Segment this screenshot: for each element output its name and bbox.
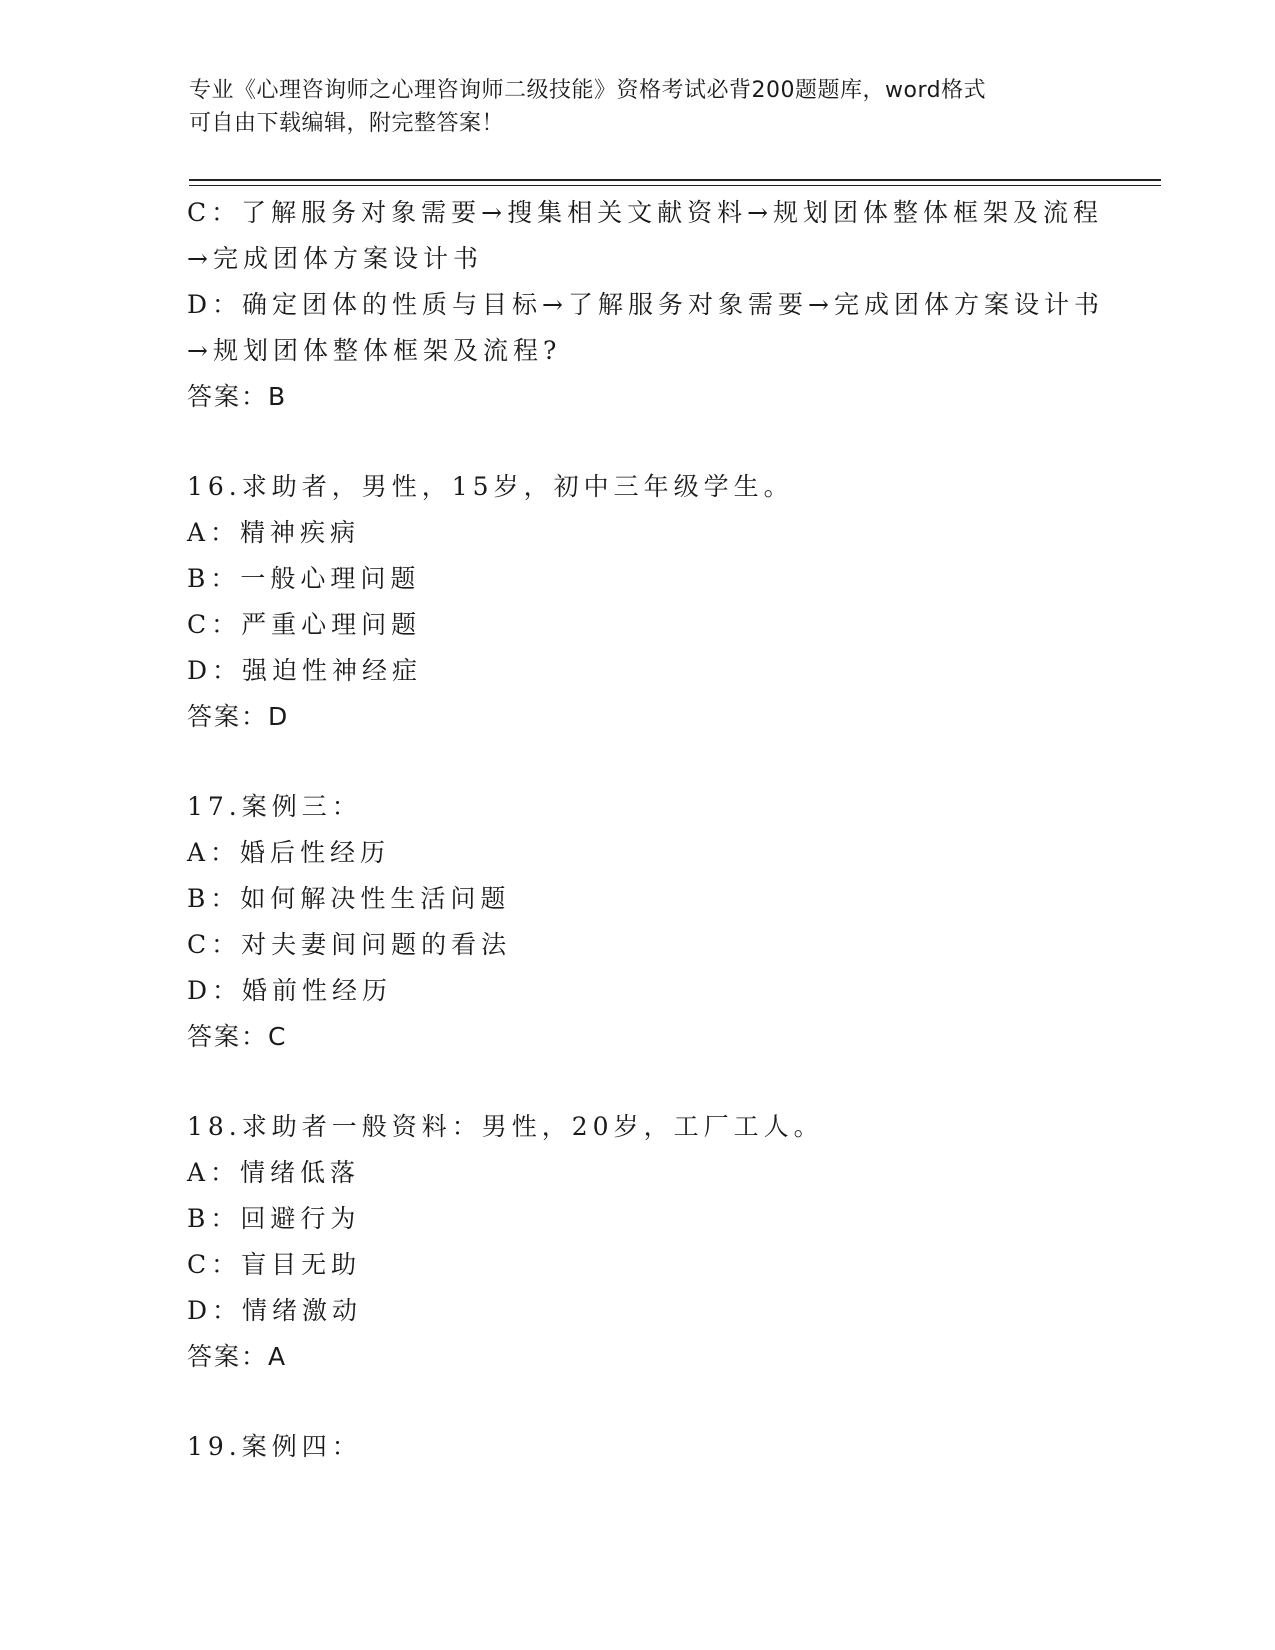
question-19 <box>187 1424 1087 1470</box>
question-18 <box>187 1104 1087 1380</box>
question-text: 17.案例三： <box>187 792 362 821</box>
option-b: B：如何解决性生活问题 <box>187 884 511 913</box>
header-line-1: 专业《心理咨询师之心理咨询师二级技能》资格考试必背200题题库，word格式 <box>189 78 987 103</box>
header-divider-thick <box>189 179 1161 181</box>
question-17 <box>187 784 1087 1060</box>
option-d: D：婚前性经历 <box>187 976 393 1005</box>
question-16 <box>187 464 1087 740</box>
question-list <box>187 190 1104 1470</box>
header-line-2: 可自由下载编辑，附完整答案！ <box>189 111 505 136</box>
option-d-line-2: →规划团体整体框架及流程? <box>187 336 562 365</box>
option-c: C：对夫妻间问题的看法 <box>187 930 512 959</box>
header-divider-thin <box>189 185 1161 186</box>
question-text: 16.求助者，男性，15岁，初中三年级学生。 <box>187 472 794 501</box>
option-b: B：回避行为 <box>187 1204 361 1233</box>
question-15 <box>187 190 1104 420</box>
answer: 答案：B <box>187 382 288 411</box>
answer: 答案：D <box>187 702 290 731</box>
option-c: C：盲目无助 <box>187 1250 362 1279</box>
answer: 答案：C <box>187 1022 288 1051</box>
option-c-line-1: C：了解服务对象需要→搜集相关文献资料→规划团体整体框架及流程 <box>187 198 1104 227</box>
document-header <box>189 74 1089 140</box>
option-c: C：严重心理问题 <box>187 610 422 639</box>
option-a: A：精神疾病 <box>187 518 361 547</box>
option-d: D：强迫性神经症 <box>187 656 423 685</box>
question-text: 18.求助者一般资料：男性，20岁，工厂工人。 <box>187 1112 824 1141</box>
option-a: A：婚后性经历 <box>187 838 391 867</box>
question-text: 19.案例四： <box>187 1432 362 1461</box>
option-c-line-2: →完成团体方案设计书 <box>187 244 483 273</box>
option-d: D：情绪激动 <box>187 1296 363 1325</box>
option-b: B：一般心理问题 <box>187 564 421 593</box>
option-d-line-1: D：确定团体的性质与目标→了解服务对象需要→完成团体方案设计书 <box>187 290 1104 319</box>
option-a: A：情绪低落 <box>187 1158 361 1187</box>
answer: 答案：A <box>187 1342 288 1371</box>
